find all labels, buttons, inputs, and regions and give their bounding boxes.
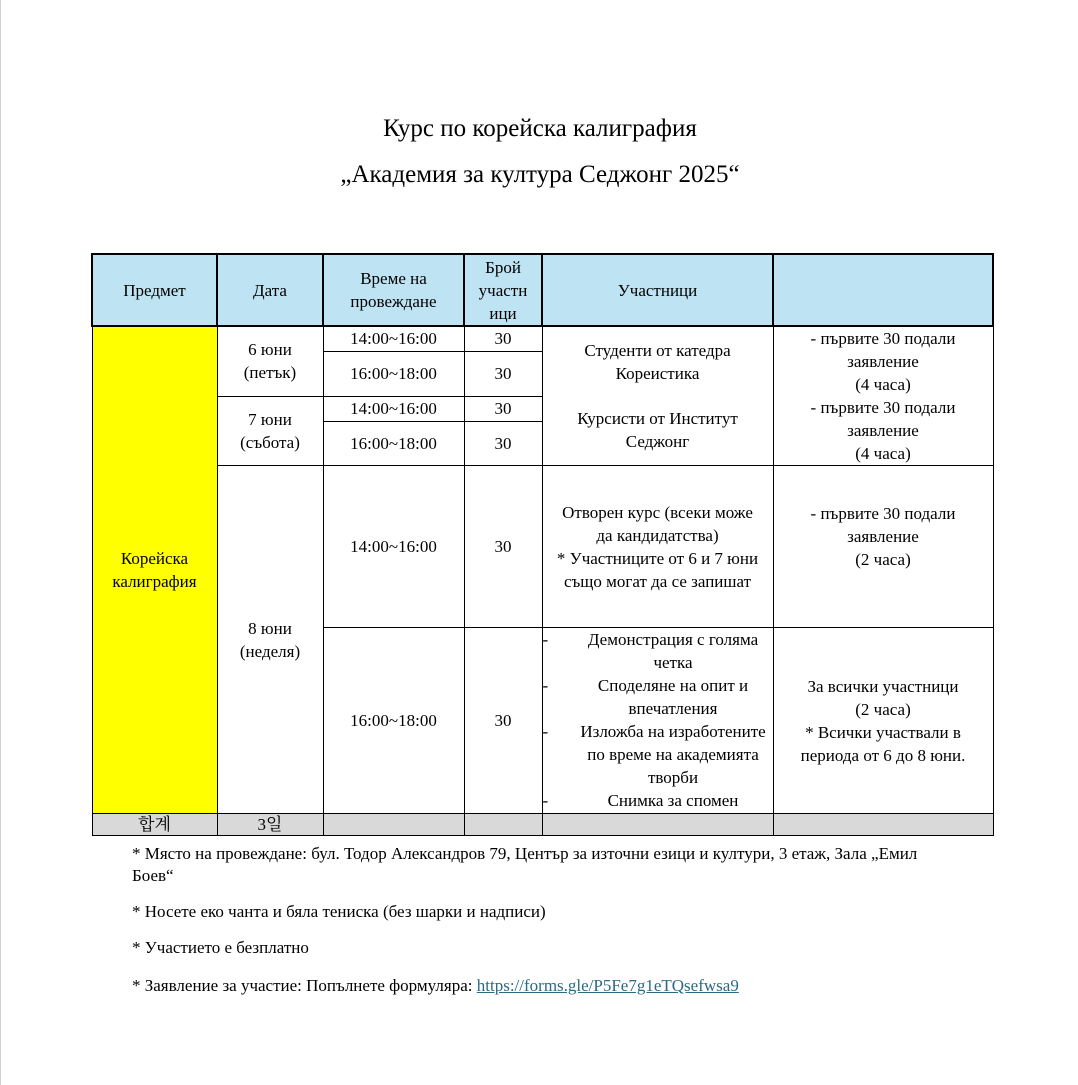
count-cell: 30 [464, 422, 542, 466]
participants-cell [542, 326, 773, 466]
time-cell: 14:00~16:00 [323, 326, 464, 351]
notes-text: - първите 30 подали заявление [810, 504, 956, 546]
participants-text: Отворен курс (всеки може да кандидатства) [562, 502, 753, 545]
list-item: - Демонстрация с голяма четка [543, 628, 773, 674]
date-cell: 7 юни (събота) [217, 396, 323, 466]
date-cell: 6 юни (петък) [217, 326, 323, 396]
count-cell: 30 [464, 466, 542, 628]
header-notes [773, 254, 993, 326]
subject-cell: Корейска калиграфия [92, 326, 217, 814]
time-cell: 16:00~18:00 [323, 351, 464, 396]
participants-cell [542, 628, 773, 814]
notes-cell [773, 628, 993, 814]
count-cell: 30 [464, 326, 542, 351]
document-subtitle: „Академия за култура Седжонг 2025“ [340, 161, 740, 188]
participants-note: * Участниците от 6 и 7 юни също могат да се запишат [556, 548, 759, 591]
notes-text: - първите 30 подали заявление [810, 398, 956, 440]
total-empty [464, 814, 542, 836]
table-header-row [92, 254, 993, 326]
total-label: 합계 [92, 814, 217, 836]
table-row [92, 326, 993, 351]
list-item: - Споделяне на опит и впечатления [543, 674, 773, 720]
apply-form-link[interactable]: https://forms.gle/P5Fe7g1eTQsefwsa9 [476, 976, 739, 995]
notes-hours: (2 часа) [855, 550, 911, 569]
total-empty [773, 814, 993, 836]
time-cell: 14:00~16:00 [323, 396, 464, 422]
notes-cell [773, 466, 993, 628]
schedule-table [91, 253, 994, 836]
participants-text: Курсисти от Институт Седжонг [577, 409, 738, 451]
total-row [92, 814, 993, 836]
apply-text: * Заявление за участие: Попълнете формуляра: [132, 976, 477, 995]
notes-cell [773, 326, 993, 466]
header-time: Време на провеждане [323, 254, 464, 326]
notes-text: За всички участници (2 часа) [807, 676, 959, 719]
notes-text: * Всички участвали в периода от 6 до 8 юни. [800, 722, 966, 765]
notes-free: * Участието е безплатно [132, 938, 309, 957]
count-cell: 30 [464, 351, 542, 396]
time-cell: 14:00~16:00 [323, 466, 464, 628]
participants-text: Студенти от катедра Кореистика [584, 341, 731, 383]
total-empty [323, 814, 464, 836]
count-cell: 30 [464, 628, 542, 814]
time-cell: 16:00~18:00 [323, 422, 464, 466]
date-cell: 8 юни (неделя) [217, 466, 323, 814]
notes-hours: (4 часа) [855, 444, 911, 463]
list-item: - Снимка за спомен [543, 789, 773, 812]
document-title: Курс по корейска калиграфия [383, 115, 697, 142]
list-item: - Изложба на изработените по време на академията творби [543, 720, 773, 789]
notes-hours: (4 часа) [855, 375, 911, 394]
notes-text: - първите 30 подали заявление [810, 329, 956, 371]
total-empty [542, 814, 773, 836]
time-cell: 16:00~18:00 [323, 628, 464, 814]
notes-apply [132, 975, 739, 997]
notes-bring: * Носете еко чанта и бяла тениска (без шарки и надписи) [132, 902, 546, 921]
count-cell: 30 [464, 396, 542, 422]
header-subject: Предмет [92, 254, 217, 326]
header-count: Брой участн ици [464, 254, 542, 326]
participants-cell [542, 466, 773, 628]
header-participants: Участници [542, 254, 773, 326]
header-date: Дата [217, 254, 323, 326]
table-row [92, 466, 993, 628]
notes-location: * Място на провеждане: бул. Тодор Александров 79, Център за източни езици и култури, 3 етаж, Зала „Емил Боев“ [132, 844, 918, 885]
total-days: 3일 [217, 814, 323, 836]
